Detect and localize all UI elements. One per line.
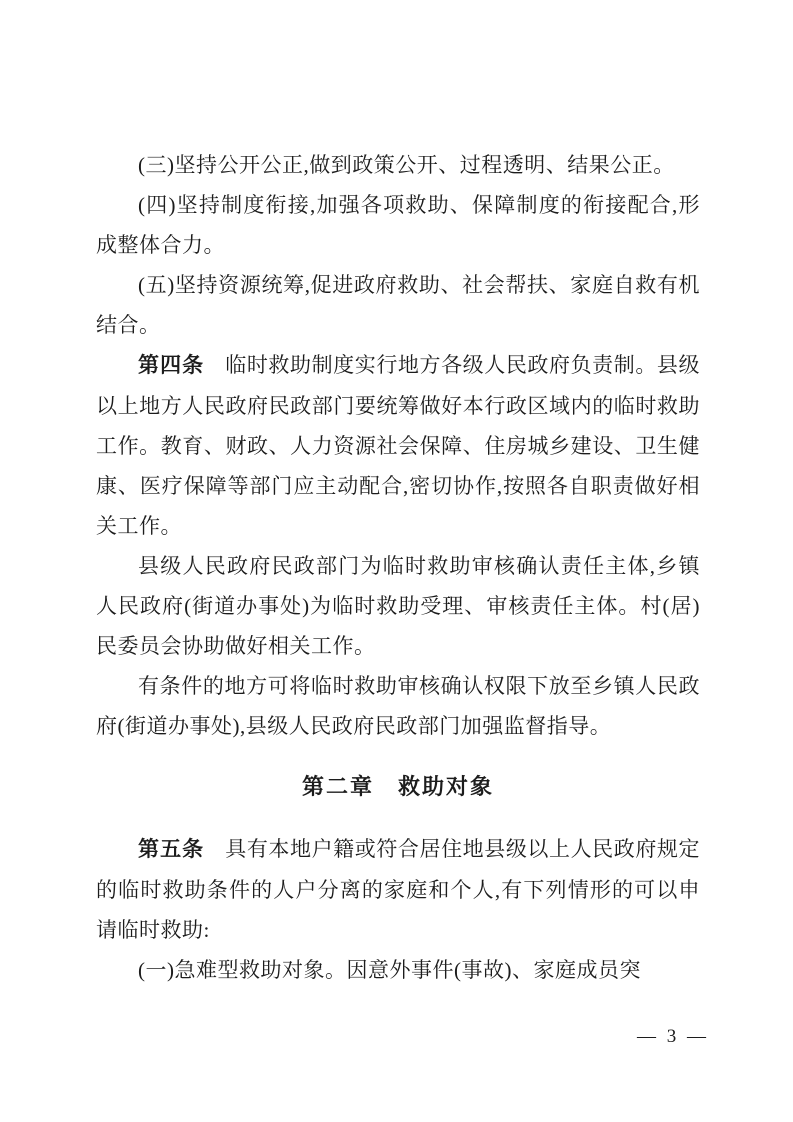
paragraph-article-4 — [96, 345, 700, 546]
paragraph-responsibility — [96, 546, 700, 666]
paragraph-text: (三)坚持公开公正,做到政策公开、过程透明、结果公正。 — [138, 153, 675, 177]
article-number-label: 第五条 — [138, 838, 205, 861]
paragraph-delegation — [96, 666, 700, 746]
paragraph-text: 临时救助制度实行地方各级人民政府负责制。县级以上地方人民政府民政部门要统筹做好本行政区域内的临时救助工作。教育、财政、人力资源社会保障、住房城乡建设、卫生健康、医疗保障等部门应主动配合,密切协作,按照各自职责做好相关工作。 — [96, 353, 700, 538]
paragraph-text: 具有本地户籍或符合居住地县级以上人民政府规定的临时救助条件的人户分离的家庭和个人,有下列情形的可以申请临时救助: — [96, 837, 700, 942]
article-number-label: 第四条 — [138, 354, 205, 377]
paragraph-item-3 — [96, 145, 700, 185]
paragraph-text: 有条件的地方可将临时救助审核确认权限下放至乡镇人民政府(街道办事处),县级人民政府民政部门加强监督指导。 — [96, 674, 700, 738]
page-number: — 3 — — [637, 1026, 709, 1047]
paragraph-text: (四)坚持制度衔接,加强各项救助、保障制度的衔接配合,形成整体合力。 — [96, 193, 700, 257]
paragraph-item-4 — [96, 185, 700, 265]
document-body — [96, 145, 700, 990]
paragraph-text: (一)急难型救助对象。因意外事件(事故)、家庭成员突 — [138, 958, 641, 982]
paragraph-item-1-emergency — [96, 950, 700, 990]
paragraph-item-5 — [96, 265, 700, 345]
paragraph-article-5 — [96, 829, 700, 950]
chapter-heading: 第二章 救助对象 — [301, 774, 494, 799]
paragraph-text: 县级人民政府民政部门为临时救助审核确认责任主体,乡镇人民政府(街道办事处)为临时救助受理、审核责任主体。村(居)民委员会协助做好相关工作。 — [96, 554, 700, 658]
paragraph-text: (五)坚持资源统筹,促进政府救助、社会帮扶、家庭自救有机结合。 — [96, 273, 700, 337]
